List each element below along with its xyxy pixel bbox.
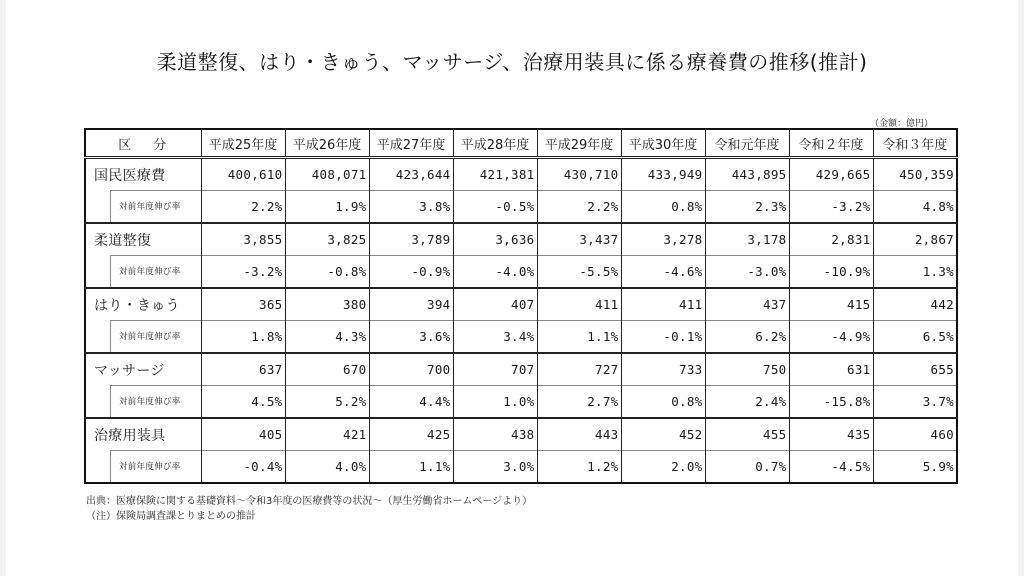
- amount-cell: 455: [705, 418, 789, 451]
- rate-cell: 5.9%: [873, 451, 957, 484]
- amount-cell: 631: [789, 353, 873, 386]
- rate-cell: 4.3%: [285, 321, 369, 354]
- column-header-year: 平成26年度: [285, 129, 369, 158]
- amount-cell: 437: [705, 288, 789, 321]
- table-row-rate: [85, 256, 957, 289]
- amount-cell: 365: [201, 288, 285, 321]
- rate-cell: 1.8%: [201, 321, 285, 354]
- rate-cell: -4.0%: [453, 256, 537, 289]
- rate-label: 対前年度伸び率: [110, 385, 201, 418]
- column-header-year: 平成29年度: [537, 129, 621, 158]
- category-label: 治療用装具: [85, 418, 201, 451]
- amount-cell: 3,437: [537, 223, 621, 256]
- rate-cell: 2.0%: [621, 451, 705, 484]
- amount-cell: 2,867: [873, 223, 957, 256]
- table-row: [85, 418, 957, 451]
- amount-cell: 423,644: [369, 158, 453, 191]
- rate-cell: -0.9%: [369, 256, 453, 289]
- rate-cell: 2.2%: [537, 191, 621, 224]
- rate-cell: -10.9%: [789, 256, 873, 289]
- amount-cell: 450,359: [873, 158, 957, 191]
- rate-cell: -3.2%: [789, 191, 873, 224]
- column-header-year: 平成25年度: [201, 129, 285, 158]
- amount-cell: 727: [537, 353, 621, 386]
- amount-cell: 3,178: [705, 223, 789, 256]
- amount-cell: 637: [201, 353, 285, 386]
- source-note: 出典：医療保険に関する基礎資料～令和3年度の医療費等の状況～（厚生労働省ホームページより）: [86, 496, 533, 507]
- rate-cell: 0.8%: [621, 191, 705, 224]
- rate-cell: -0.4%: [201, 451, 285, 484]
- column-header-year: 平成27年度: [369, 129, 453, 158]
- rate-cell: 0.7%: [705, 451, 789, 484]
- rate-cell: -5.5%: [537, 256, 621, 289]
- amount-cell: 670: [285, 353, 369, 386]
- amount-cell: 430,710: [537, 158, 621, 191]
- amount-cell: 408,071: [285, 158, 369, 191]
- estimate-note: （注）保険局調査課とりまとめの推計: [86, 511, 256, 522]
- amount-cell: 435: [789, 418, 873, 451]
- rate-cell: 5.2%: [285, 386, 369, 419]
- unit-note: （金額：億円）: [870, 119, 934, 129]
- amount-cell: 400,610: [201, 158, 285, 191]
- rate-label: 対前年度伸び率: [110, 320, 201, 353]
- amount-cell: 421,381: [453, 158, 537, 191]
- amount-cell: 750: [705, 353, 789, 386]
- table-header-row: [85, 129, 957, 158]
- amount-cell: 3,789: [369, 223, 453, 256]
- rate-cell: -0.1%: [621, 321, 705, 354]
- rate-cell: 3.8%: [369, 191, 453, 224]
- amount-cell: 394: [369, 288, 453, 321]
- rate-cell: 2.2%: [201, 191, 285, 224]
- amount-cell: 700: [369, 353, 453, 386]
- rate-label: 対前年度伸び率: [110, 255, 201, 288]
- column-header-category: 区分: [85, 129, 201, 158]
- rate-cell: 1.0%: [453, 386, 537, 419]
- column-header-year: 平成28年度: [453, 129, 537, 158]
- table-row: [85, 288, 957, 321]
- amount-cell: 3,855: [201, 223, 285, 256]
- rate-cell: 3.6%: [369, 321, 453, 354]
- amount-cell: 433,949: [621, 158, 705, 191]
- rate-cell: 6.5%: [873, 321, 957, 354]
- rate-cell: 3.4%: [453, 321, 537, 354]
- amount-cell: 429,665: [789, 158, 873, 191]
- page-title: 柔道整復、はり・きゅう、マッサージ、治療用装具に係る療養費の推移(推計): [156, 50, 868, 74]
- table-row-rate: [85, 191, 957, 224]
- footnotes: [86, 494, 532, 524]
- amount-cell: 443: [537, 418, 621, 451]
- amount-cell: 443,895: [705, 158, 789, 191]
- rate-cell: 1.3%: [873, 256, 957, 289]
- table-row-rate: [85, 386, 957, 419]
- column-header-year: 平成30年度: [621, 129, 705, 158]
- column-header-year: 令和３年度: [873, 129, 957, 158]
- rate-cell: -15.8%: [789, 386, 873, 419]
- rate-cell: -4.9%: [789, 321, 873, 354]
- rate-cell: 2.3%: [705, 191, 789, 224]
- rate-cell: 1.2%: [537, 451, 621, 484]
- rate-cell: 4.0%: [285, 451, 369, 484]
- rate-cell: 4.5%: [201, 386, 285, 419]
- amount-cell: 380: [285, 288, 369, 321]
- amount-cell: 425: [369, 418, 453, 451]
- amount-cell: 3,636: [453, 223, 537, 256]
- category-label: はり・きゅう: [85, 288, 201, 321]
- rate-cell: 6.2%: [705, 321, 789, 354]
- amount-cell: 415: [789, 288, 873, 321]
- amount-cell: 460: [873, 418, 957, 451]
- amount-cell: 733: [621, 353, 705, 386]
- amount-cell: 421: [285, 418, 369, 451]
- rate-cell: -0.8%: [285, 256, 369, 289]
- rate-cell: 2.4%: [705, 386, 789, 419]
- rate-label: 対前年度伸び率: [110, 190, 201, 223]
- rate-cell: -3.2%: [201, 256, 285, 289]
- amount-cell: 405: [201, 418, 285, 451]
- table-row: [85, 353, 957, 386]
- amount-cell: 411: [537, 288, 621, 321]
- amount-cell: 2,831: [789, 223, 873, 256]
- column-header-year: 令和元年度: [705, 129, 789, 158]
- amount-cell: 3,825: [285, 223, 369, 256]
- category-label: 柔道整復: [85, 223, 201, 256]
- amount-cell: 707: [453, 353, 537, 386]
- rate-cell: -3.0%: [705, 256, 789, 289]
- rate-cell: 1.9%: [285, 191, 369, 224]
- rate-cell: 1.1%: [369, 451, 453, 484]
- rate-cell: 4.8%: [873, 191, 957, 224]
- amount-cell: 3,278: [621, 223, 705, 256]
- table-row-rate: [85, 321, 957, 354]
- table-row: [85, 158, 957, 191]
- amount-cell: 438: [453, 418, 537, 451]
- amount-cell: 407: [453, 288, 537, 321]
- rate-cell: 4.4%: [369, 386, 453, 419]
- rate-cell: 3.0%: [453, 451, 537, 484]
- amount-cell: 452: [621, 418, 705, 451]
- rate-cell: 2.7%: [537, 386, 621, 419]
- rate-cell: -0.5%: [453, 191, 537, 224]
- rate-cell: 3.7%: [873, 386, 957, 419]
- rate-cell: -4.6%: [621, 256, 705, 289]
- medical-expense-table: [84, 128, 958, 484]
- category-label: 国民医療費: [85, 158, 201, 191]
- amount-cell: 411: [621, 288, 705, 321]
- column-header-year: 令和２年度: [789, 129, 873, 158]
- category-label: マッサージ: [85, 353, 201, 386]
- table-row-rate: [85, 451, 957, 484]
- rate-label: 対前年度伸び率: [110, 450, 201, 483]
- table-body: [85, 158, 957, 484]
- rate-cell: 0.8%: [621, 386, 705, 419]
- rate-cell: -4.5%: [789, 451, 873, 484]
- amount-cell: 442: [873, 288, 957, 321]
- table-row: [85, 223, 957, 256]
- rate-cell: 1.1%: [537, 321, 621, 354]
- amount-cell: 655: [873, 353, 957, 386]
